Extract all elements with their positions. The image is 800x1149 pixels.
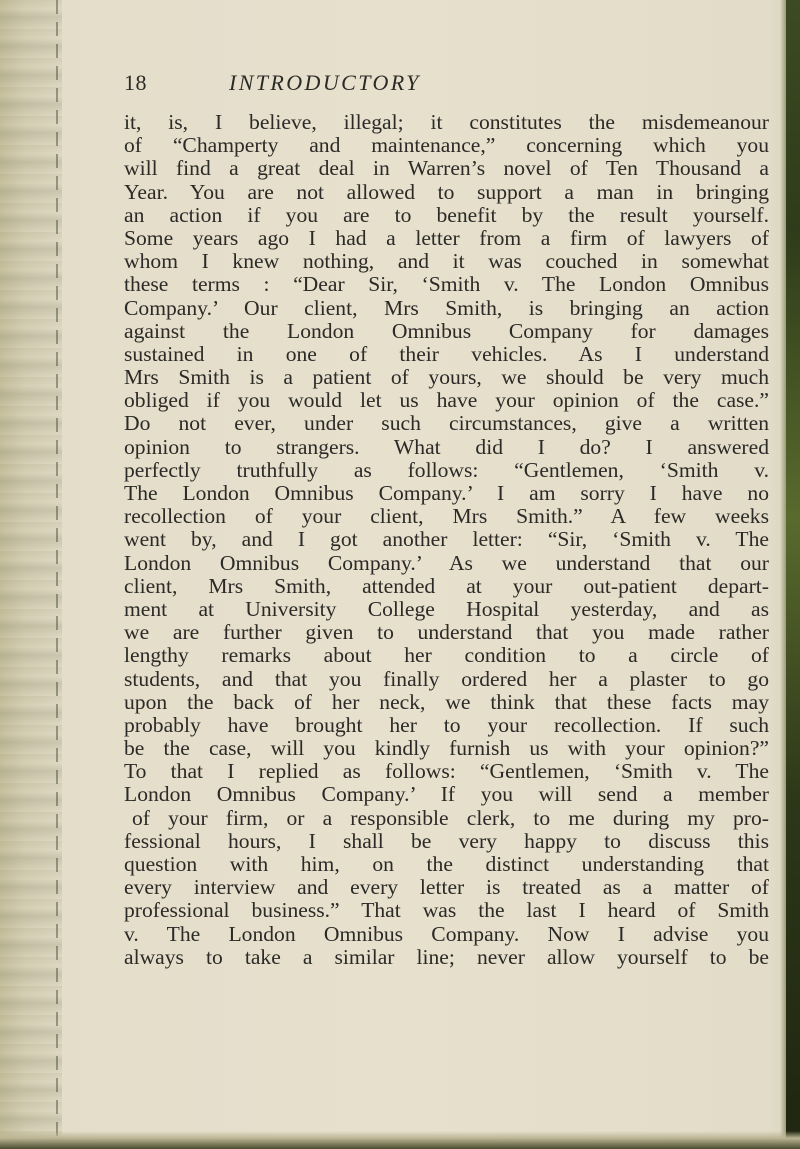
text-line: against the London Omnibus Company for damages [124, 318, 769, 343]
text-line: The London Omnibus Company.’ I am sorry I have no [124, 481, 769, 505]
body-text [124, 111, 769, 969]
text-line: upon the back of her neck, we think that these facts may [124, 689, 769, 714]
text-line: every interview and every letter is treated as a matter of [124, 875, 769, 900]
page-bottom-edge [0, 1131, 800, 1149]
text-line: be the case, will you kindly furnish us with your opinion?” [124, 736, 769, 761]
text-line: we are further given to understand that you made rather [124, 620, 769, 645]
page-binding-edge [0, 0, 62, 1149]
text-line: these terms : “Dear Sir, ‘Smith v. The London Omnibus [124, 272, 769, 297]
text-line: probably have brought her to your recollection. If such [124, 712, 769, 737]
text-line: obliged if you would let us have your opinion of the case.” [124, 388, 769, 413]
text-line: of “Champerty and maintenance,” concerning which you [124, 133, 769, 158]
text-line: Mrs Smith is a patient of yours, we should be very much [124, 365, 769, 390]
text-line: perfectly truthfully as follows: “Gentlemen, ‘Smith v. [124, 457, 769, 482]
text-line: Year. You are not allowed to support a man in bringing [124, 179, 769, 204]
text-line: professional business.” That was the last I heard of Smith [124, 898, 769, 923]
page-header [0, 70, 800, 100]
text-line: whom I knew nothing, and it was couched in somewhat [124, 249, 769, 274]
text-line: fessional hours, I shall be very happy to discuss this [124, 828, 769, 853]
text-line: ment at University College Hospital yesterday, and as [124, 596, 769, 621]
page-right-edge [786, 0, 800, 1149]
text-line: sustained in one of their vehicles. As I understand [124, 341, 769, 366]
text-line: students, and that you finally ordered her a plaster to go [124, 666, 769, 691]
text-line: will find a great deal in Warren’s novel of Ten Thousand a [124, 156, 769, 181]
page-number: 18 [124, 70, 147, 95]
text-line: always to take a similar line; never allow yourself to be [124, 944, 769, 969]
text-line: of your firm, or a responsible clerk, to me during my pro- [132, 805, 769, 830]
text-line: it, is, I believe, illegal; it constitutes the misdemeanour [124, 110, 769, 134]
text-line: Company.’ Our client, Mrs Smith, is bringing an action [124, 295, 769, 320]
running-head: INTRODUCTORY [229, 70, 421, 95]
text-line: client, Mrs Smith, attended at your out-patient depart- [124, 573, 769, 598]
text-line: an action if you are to benefit by the result yourself. [124, 202, 769, 227]
text-line: question with him, on the distinct understanding that [124, 852, 769, 876]
text-line: To that I replied as follows: “Gentlemen, ‘Smith v. The [124, 759, 769, 784]
text-line: v. The London Omnibus Company. Now I advise you [124, 921, 769, 946]
text-line: London Omnibus Company.’ If you will send a member [124, 782, 769, 807]
text-line: lengthy remarks about her condition to a circle of [124, 643, 769, 668]
text-line: Do not ever, under such circumstances, give a written [124, 411, 769, 436]
text-line: recollection of your client, Mrs Smith.” A few weeks [124, 504, 769, 529]
text-line: London Omnibus Company.’ As we understand that our [124, 550, 769, 575]
text-line: opinion to strangers. What did I do? I answered [124, 434, 769, 459]
text-line: Some years ago I had a letter from a firm of lawyers of [124, 225, 769, 250]
text-line: went by, and I got another letter: “Sir, ‘Smith v. The [124, 527, 769, 552]
